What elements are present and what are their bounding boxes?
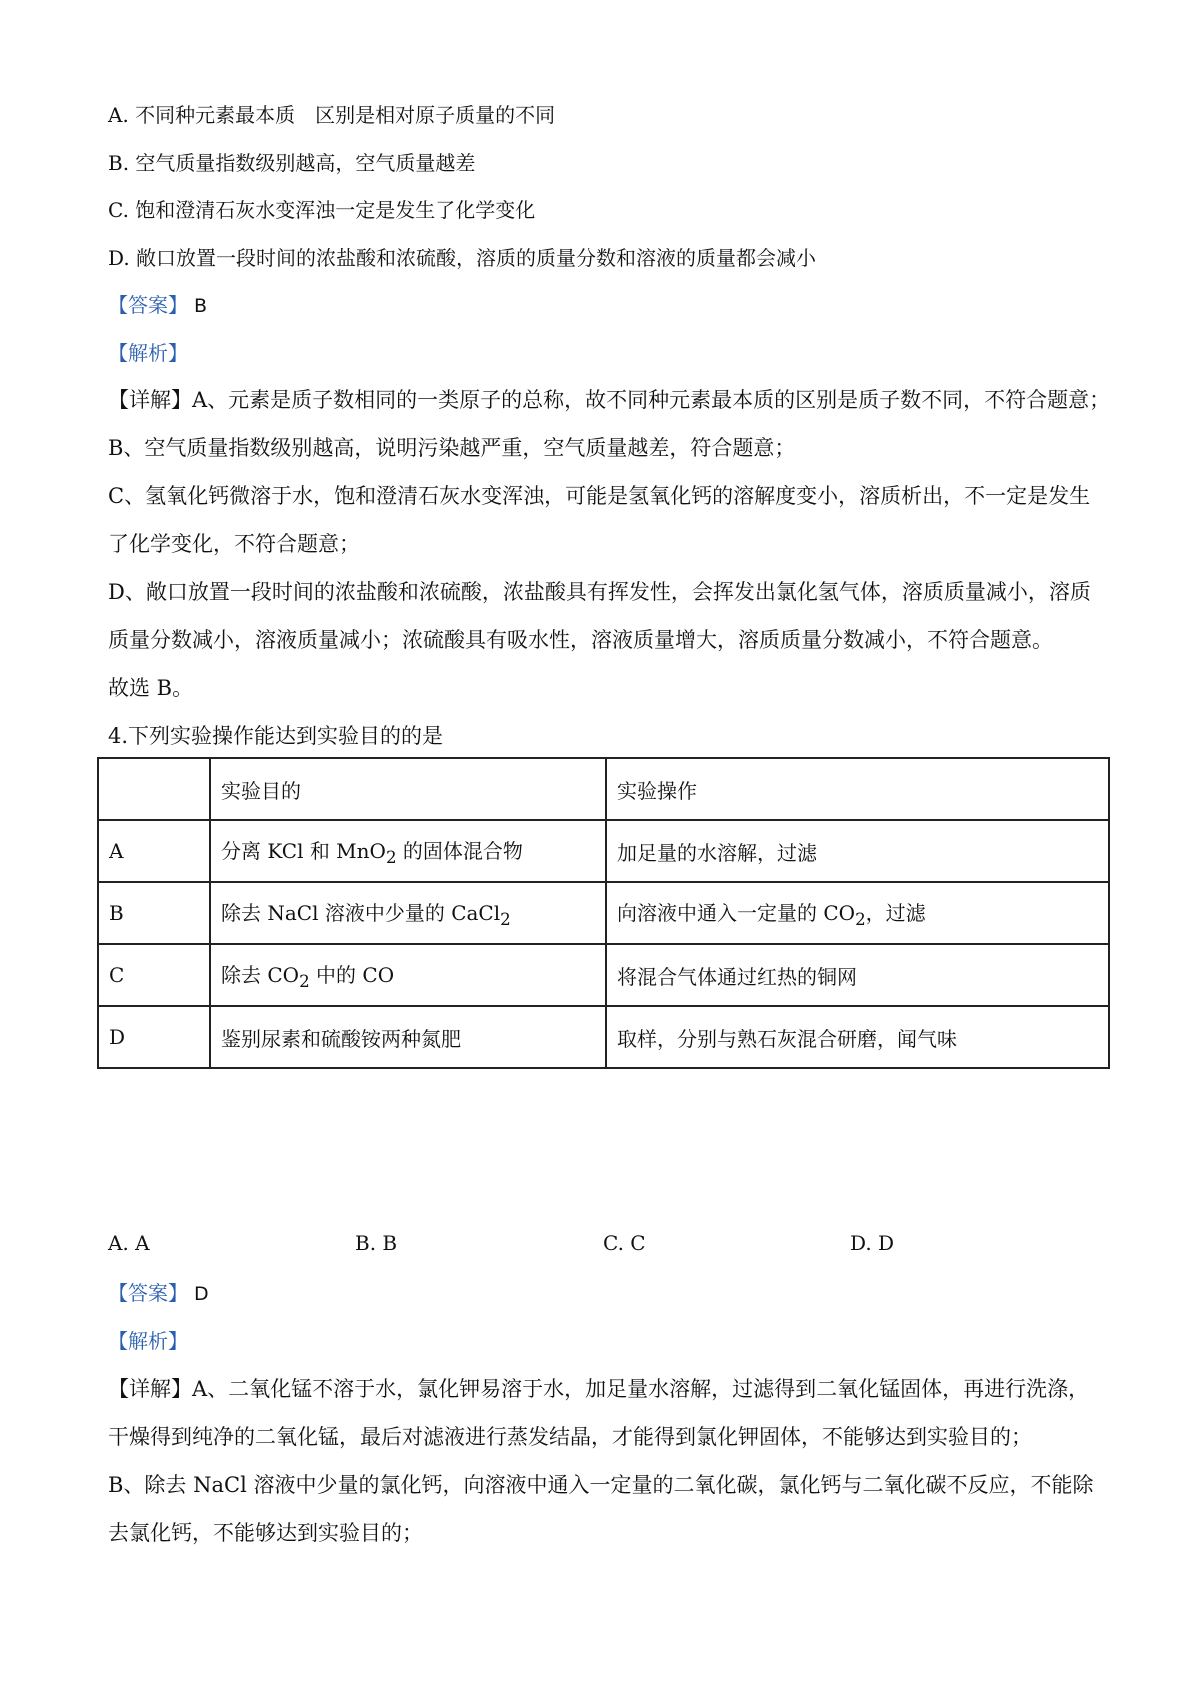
q4-detail-line-4: 去氯化钙，不能够达到实验目的； [108, 1521, 423, 1545]
row-label: A [98, 820, 210, 882]
q4-detail-line-2: 干燥得到纯净的二氧化锰，最后对滤液进行蒸发结晶，才能得到氯化钾固体，不能够达到实验目的； [108, 1425, 1032, 1449]
table-row [98, 820, 1109, 882]
q3-detail-line-7: 故选 B。 [108, 676, 194, 700]
row-operation: 取样，分别与熟石灰混合研磨，闻气味 [606, 1006, 1109, 1068]
q4-choice-b: B. B [355, 1231, 398, 1255]
table-row [98, 882, 1109, 944]
analysis-tag: 【解析】 [108, 1329, 188, 1353]
table-row [98, 1006, 1109, 1068]
q3-option-b: B. 空气质量指数级别越高，空气质量越差 [108, 151, 476, 175]
q3-answer-value: B [194, 295, 208, 317]
q4-answer-line [108, 1279, 209, 1308]
analysis-tag: 【解析】 [108, 341, 188, 365]
table-header-cell: 实验操作 [606, 758, 1109, 820]
q4-detail-line-1: 【详解】A、二氧化锰不溶于水，氯化钾易溶于水，加足量水溶解，过滤得到二氧化锰固体，再进行洗涤， [108, 1377, 1090, 1401]
q3-analysis-line [108, 339, 188, 367]
table-row [98, 944, 1109, 1006]
q4-choice-c: C. C [603, 1231, 646, 1255]
experiment-table [97, 757, 1110, 1069]
table-header-row [98, 758, 1109, 820]
q4-title: 4.下列实验操作能达到实验目的的是 [108, 724, 444, 748]
q3-detail-line-1: 【详解】A、元素是质子数相同的一类原子的总称，故不同种元素最本质的区别是质子数不同，不符合题意； [108, 388, 1111, 412]
row-label: D [98, 1006, 210, 1068]
detail-tag: 【详解】 [108, 388, 192, 412]
answer-tag: 【答案】 [108, 293, 188, 317]
q3-detail-line-3: C、氢氧化钙微溶于水，饱和澄清石灰水变浑浊，可能是氢氧化钙的溶解度变小，溶质析出，不一定是发生 [108, 484, 1091, 508]
q3-detail-line-6: 质量分数减小，溶液质量减小；浓硫酸具有吸水性，溶液质量增大，溶质质量分数减小，不符合题意。 [108, 628, 1053, 652]
q3-option-a: A. 不同种元素最本质 区别是相对原子质量的不同 [108, 103, 556, 127]
q4-analysis-line [108, 1327, 188, 1355]
row-operation: 向溶液中通入一定量的 $CO_2$，过滤 [606, 882, 1109, 944]
q4-choice-a: A. A [108, 1231, 150, 1255]
q4-detail-line-3: B、除去 NaCl 溶液中少量的氯化钙，向溶液中通入一定量的二氧化碳，氯化钙与二氧化碳不反应，不能除 [108, 1473, 1094, 1497]
q3-option-c: C. 饱和澄清石灰水变浑浊一定是发生了化学变化 [108, 198, 536, 222]
row-label: C [98, 944, 210, 1006]
row-operation: 加足量的水溶解，过滤 [606, 820, 1109, 882]
row-purpose: 鉴别尿素和硫酸铵两种氮肥 [210, 1006, 606, 1068]
table-header-cell [98, 758, 210, 820]
row-operation: 将混合气体通过红热的铜网 [606, 944, 1109, 1006]
q3-answer-line [108, 291, 207, 320]
row-label: B [98, 882, 210, 944]
q3-detail-line-2: B、空气质量指数级别越高，说明污染越严重，空气质量越差，符合题意； [108, 436, 796, 460]
row-purpose: 除去 $CO_2$ 中的 CO [210, 944, 606, 1006]
table-header-cell: 实验目的 [210, 758, 606, 820]
answer-tag: 【答案】 [108, 1281, 188, 1305]
row-purpose: 分离 KCl 和 MnO$_2$ 的固体混合物 [210, 820, 606, 882]
q3-detail-line-5: D、敞口放置一段时间的浓盐酸和浓硫酸，浓盐酸具有挥发性，会挥发出氯化氢气体，溶质质量减小，溶质 [108, 580, 1091, 604]
q3-option-d: D. 敞口放置一段时间的浓盐酸和浓硫酸，溶质的质量分数和溶液的质量都会减小 [108, 246, 817, 270]
detail-tag: 【详解】 [108, 1377, 192, 1401]
q4-choice-d: D. D [850, 1231, 895, 1255]
row-purpose: 除去 NaCl 溶液中少量的 CaCl$_2$ [210, 882, 606, 944]
q4-answer-value: D [194, 1283, 209, 1305]
q3-detail-line-4: 了化学变化，不符合题意； [108, 532, 360, 556]
q4-choices [108, 1231, 1108, 1261]
